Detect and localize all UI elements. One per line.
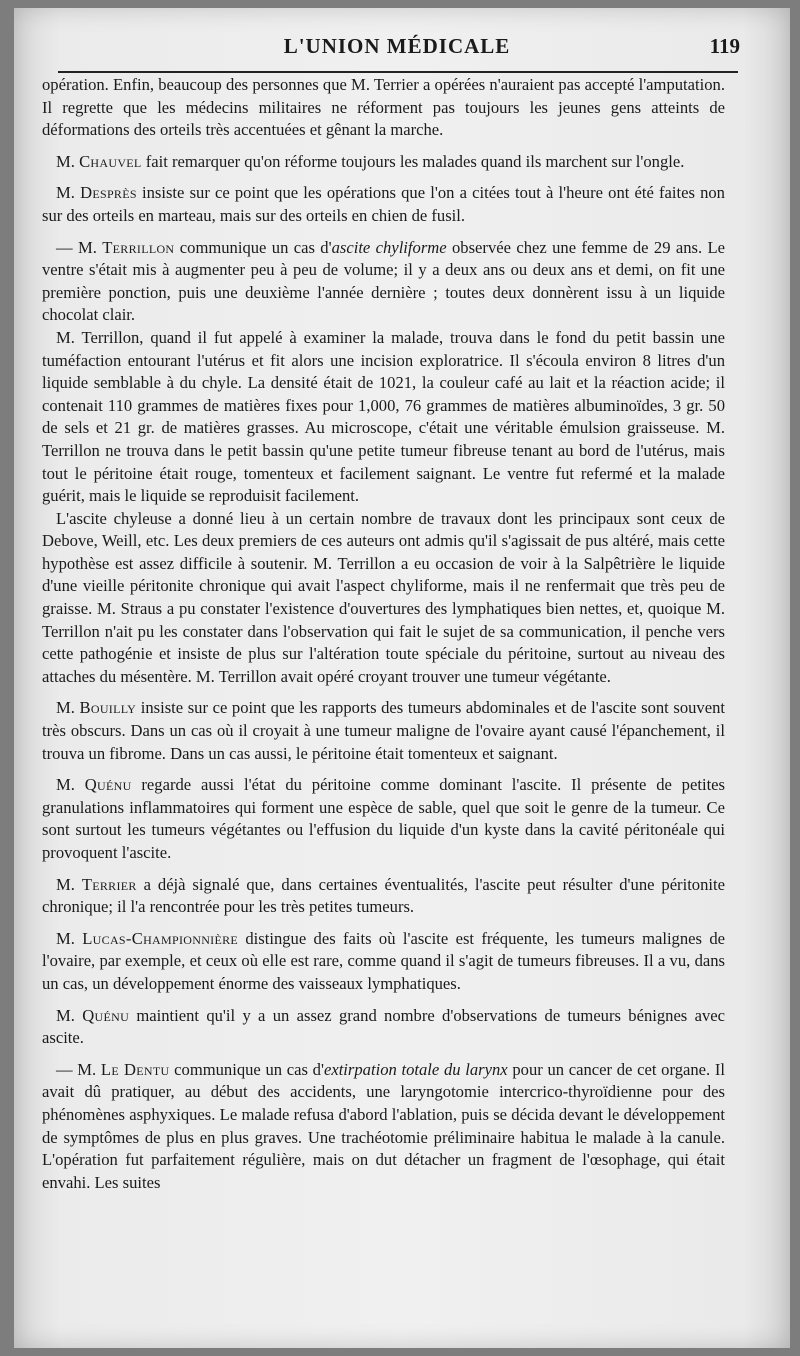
paragraph-text: maintient qu'il y a un assez grand nombre d'observations de tumeurs bénignes avec ascite. [42, 1005, 725, 1048]
paragraph-text: observée chez une femme de 29 ans. Le ventre s'était mis à augmenter peu à peu de volume; il y a deux ans ou deux ans et demi, on fit une première ponction, puis une deuxième l'année dernière ; toutes deux donnèrent issu à un liquide chocolat clair. [42, 237, 725, 325]
speaker-name: Le Dentu [100, 1059, 170, 1079]
paragraph-bouilly: M. Bouilly insiste sur ce point que les rapports des tumeurs abdominales et de l'ascite sont souvent très obscurs. Dans un cas où il croyait à une tumeur maligne de l'ovaire ayant causé l'épanchement, il trouva un fibrome. Dans un cas aussi, le péritoine était tomenteux et saignant. [42, 698, 725, 763]
paragraph-text: L'ascite chyleuse a donné lieu à un certain nombre de travaux dont les principaux sont ceux de Debove, Weill, etc. Les deux premiers de ces auteurs ont admis qu'il s'agissait de pus altéré, mais cette hypothèse est assez difficile à soutenir. M. Terrillon a eu occasion de voir à la Salpêtrière le liquide d'une vieille péritonite chronique qui avait l'aspect chyliforme, mais il ne renfermait que très peu de graisse. M. Straus a pu constater l'existence d'ouvertures des lymphatiques bien nettes, et, quoique M. Terrillon n'ait pu les constater dans l'observation qui fait le sujet de sa communication, il penche vers cette pathogénie et insiste de plus sur l'altération toute spéciale du péritoine, surtout au niveau des attaches du mésentère. M. Terrillon avait opéré croyant trouver une tumeur végétante. [42, 508, 725, 686]
paragraph-ascite-chyleuse [42, 508, 725, 689]
page-number: 119 [709, 34, 740, 58]
paragraph-text: pour un cancer de cet organe. Il avait dû pratiquer, au début des accidents, une laryngotomie intercrico-thyroïdienne pour des phénomènes asphyxiques. Le malade refusa d'abord l'ablation, puis se décida devant le développement de symptômes de plus en plus graves. Une trachéotomie préliminaire habitua le malade à la canule. L'opération fut parfaitement régulière, mais on dut détacher un fragment de l'œsophage, qui était envahi. Les suites [42, 1059, 725, 1192]
paragraph-despres: M. Desprès insiste sur ce point que les opérations que l'on a citées tout à l'heure ont été faites non sur des orteils en marteau, mais sur des orteils en chien de fusil. [42, 183, 725, 225]
paragraph-text: communique un cas d' [179, 237, 332, 257]
paragraph-le-dentu: — M. Le Dentu communique un cas d'extirpation totale du larynx pour un cancer de cet organe. Il avait dû pratiquer, au début des accidents, une laryngotomie intercrico-thyroïdienne pour des phénomènes asphyxiques. Le malade refusa d'abord l'ablation, puis se décida devant le développement de symptômes de plus en plus graves. Une trachéotomie préliminaire habitua le malade à la canule. L'opération fut parfaitement régulière, mais on dut détacher un fragment de l'œsophage, qui était envahi. Les suites [42, 1059, 725, 1192]
paragraph-text: communique un cas d' [174, 1059, 324, 1079]
header-rule [58, 71, 738, 73]
paragraph-text: regarde aussi l'état du péritoine comme dominant l'ascite. Il présente de petites granulations inflammatoires qui forment une espèce de sable, quel que soit le genre de la tumeur. Ce sont surtout les tumeurs végétantes ou l'effusion du liquide d'un kyste dans la cavité péritonéale qui provoquent l'ascite. [42, 775, 725, 862]
running-title: L'UNION MÉDICALE [283, 34, 511, 58]
paragraph-text: distingue des faits où l'ascite est fréquente, les tumeurs malignes de l'ovaire, par exemple, et ceux où elle est rare, comme quand il s'agit de tumeurs fibreuses. Il a vu, dans un cas, un développement énorme des vaisseaux lymphatiques. [42, 928, 725, 993]
paragraph-quenu: M. Quénu regarde aussi l'état du péritoine comme dominant l'ascite. Il présente de petites granulations inflammatoires qui forment une espèce de sable, quel que soit le genre de la tumeur. Ce sont surtout les tumeurs végétantes ou l'effusion du liquide d'un kyste dans la cavité péritonéale qui provoquent l'ascite. [42, 775, 725, 862]
speaker-name: Quénu [82, 1005, 130, 1025]
speaker-name: Chauvel [79, 151, 142, 171]
paragraph-text: fait remarquer qu'on réforme toujours les malades quand ils marchent sur l'ongle. [145, 151, 685, 171]
paragraph-chauvel: M. Chauvel fait remarquer qu'on réforme toujours les malades quand ils marchent sur l'ongle. [56, 151, 685, 171]
case-title: extirpation totale du larynx [323, 1059, 508, 1079]
paragraph-text: a déjà signalé que, dans certaines éventualités, l'ascite peut résulter d'une péritonite chronique; il l'a rencontrée pour les très petites tumeurs. [42, 874, 725, 917]
speaker-name: Desprès [80, 183, 137, 203]
paragraph-text: insiste sur ce point que les rapports des tumeurs abdominales et de l'ascite sont souvent très obscurs. Dans un cas où il croyait à une tumeur maligne de l'ovaire ayant causé l'épanchement, il trouva un fibrome. Dans un cas aussi, le péritoine était tomenteux et saignant. [42, 698, 725, 763]
speaker-name: Terrillon [102, 237, 175, 257]
page-header [54, 34, 740, 64]
paragraph-terrillon-exam [42, 327, 725, 508]
speaker-name: Quénu [84, 775, 132, 795]
paragraph-lucas-championniere: M. Lucas-Championnière distingue des faits où l'ascite est fréquente, les tumeurs malignes de l'ovaire, par exemple, et ceux où elle est rare, comme quand il s'agit de tumeurs fibreuses. Il a vu, dans un cas, un développement énorme des vaisseaux lymphatiques. [42, 928, 725, 993]
paragraph-text: opération. Enfin, beaucoup des personnes que M. Terrier a opérées n'auraient pas accepté l'amputation. Il regrette que les médecins militaires ne réforment pas toujours les jeunes gens atteints de déformations des orteils très accentuées et gênant la marche. [42, 75, 725, 140]
speaker-name: Lucas-Championnière [82, 928, 239, 948]
paragraph-terrillon: — M. Terrillon communique un cas d'ascite chyliforme observée chez une femme de 29 ans. Le ventre s'était mis à augmenter peu à peu de volume; il y a deux ans ou deux ans et demi, on fit une première ponction, puis une deuxième l'année dernière ; toutes deux donnèrent issu à un liquide chocolat clair. [42, 237, 725, 325]
paragraph-continuation [42, 74, 725, 142]
paragraph-terrier: M. Terrier a déjà signalé que, dans certaines éventualités, l'ascite peut résulter d'une péritonite chronique; il l'a rencontrée pour les très petites tumeurs. [42, 874, 725, 917]
paragraph-text: M. Terrillon, quand il fut appelé à examiner la malade, trouva dans le fond du petit bassin une tuméfaction entourant l'utérus et fit alors une incision exploratrice. Il s'écoula environ 8 litres d'un liquide semblable à du chyle. La densité était de 1021, la couleur café au lait et la réaction acide; il contenait 110 grammes de matières fixes pour 1,000, 76 grammes de matières albuminoïdes, 3 gr. 50 de sels et 21 gr. de matières grasses. Au microscope, c'était une véritable émulsion graisseuse. M. Terrillon ne trouva dans le petit bassin qu'une petite tumeur fibreuse tenant au bord de l'utérus, mais tout le péritoine était rouge, tomenteux et facilement saignant. Le ventre fut refermé et la malade guérit, mais le liquide se reproduisit facilement. [42, 327, 725, 506]
speaker-name: Terrier [81, 874, 137, 894]
case-title: ascite chyliforme [331, 237, 447, 257]
paragraph-quenu-2: M. Quénu maintient qu'il y a un assez grand nombre d'observations de tumeurs bénignes avec ascite. [42, 1005, 725, 1048]
speaker-name: Bouilly [79, 698, 137, 718]
paragraph-text: insiste sur ce point que les opérations que l'on a citées tout à l'heure ont été faites non sur des orteils en marteau, mais sur des orteils en chien de fusil. [42, 183, 725, 225]
article-body [42, 74, 725, 1194]
